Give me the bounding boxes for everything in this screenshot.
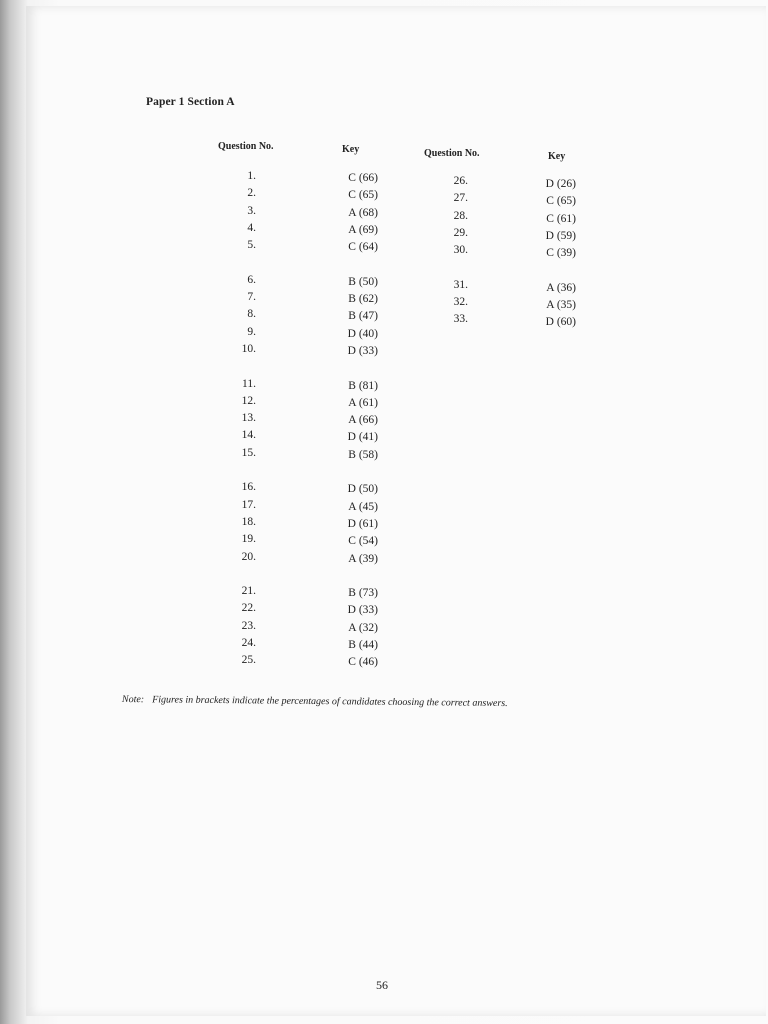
answer-key: A (66): [348, 414, 378, 427]
question-number: 22.: [241, 602, 256, 615]
group-spacer: [318, 256, 378, 273]
answer-key: D (33): [347, 604, 378, 617]
group-spacer: [318, 568, 378, 585]
question-number: 26.: [453, 175, 468, 187]
answer-key: D (60): [545, 316, 576, 329]
answer-key: D (59): [545, 229, 576, 242]
footnote: [122, 694, 508, 709]
answer-key: B (62): [348, 293, 378, 306]
answer-key: C (66): [348, 172, 378, 184]
question-number: 14.: [241, 429, 256, 442]
answer-key: C (39): [546, 247, 576, 260]
answer-key: C (65): [546, 195, 576, 208]
answer-key: B (58): [348, 448, 378, 461]
question-number: 20.: [241, 550, 256, 563]
answer-key: C (65): [348, 189, 378, 202]
question-number: 17.: [241, 498, 256, 511]
question-number: 16.: [241, 481, 256, 494]
question-number-column-right: [438, 173, 468, 329]
answer-key: A (68): [348, 206, 378, 219]
question-number: 24.: [241, 637, 256, 650]
document-page: [26, 6, 766, 1016]
question-number: 13.: [241, 412, 256, 425]
answer-key: B (47): [348, 310, 378, 323]
answer-key: D (61): [347, 517, 378, 530]
answer-key: C (54): [348, 535, 378, 548]
answer-key-column-right: [526, 176, 576, 332]
answer-key: A (39): [348, 552, 378, 565]
answer-key: C (61): [546, 212, 576, 225]
answer-key: A (45): [348, 500, 378, 513]
answer-key: D (26): [545, 178, 576, 190]
group-spacer: [226, 566, 256, 583]
answer-key: A (61): [348, 396, 378, 409]
question-number: 3.: [247, 204, 256, 217]
answer-key: D (40): [347, 327, 378, 340]
key-header-left: Key: [342, 144, 360, 155]
question-number: 18.: [241, 515, 256, 528]
question-number: 2.: [247, 187, 256, 200]
question-number: 11.: [242, 377, 256, 390]
answer-key: D (41): [347, 431, 378, 444]
question-number: 4.: [247, 221, 256, 234]
group-spacer: [226, 462, 256, 479]
page-number: 56: [376, 978, 388, 992]
question-number: 31.: [453, 278, 468, 291]
group-spacer: [318, 360, 378, 377]
group-spacer: [226, 254, 256, 271]
answer-key: D (33): [347, 344, 378, 357]
answer-key: A (69): [348, 223, 378, 236]
answer-key: C (64): [348, 241, 378, 254]
question-number: 27.: [453, 192, 468, 205]
group-spacer: [318, 464, 378, 481]
question-number: 10.: [241, 342, 256, 355]
group-spacer: [226, 358, 256, 375]
answer-key: B (81): [348, 379, 378, 392]
question-number-column-left: [226, 168, 256, 670]
question-number: 7.: [247, 291, 256, 304]
question-number: 32.: [453, 296, 468, 309]
question-number: 8.: [247, 308, 256, 321]
answer-key: A (32): [348, 621, 378, 634]
question-number: 5.: [247, 239, 256, 252]
answer-key: B (44): [348, 639, 378, 652]
question-number: 6.: [247, 273, 256, 286]
answer-key: D (50): [347, 483, 378, 496]
answer-key: A (35): [546, 299, 576, 312]
answer-key: B (50): [348, 275, 378, 288]
question-number: 15.: [241, 446, 256, 459]
group-spacer: [438, 259, 468, 276]
question-number: 28.: [453, 209, 468, 222]
answer-key: C (46): [348, 656, 378, 669]
footnote-label: Note:: [121, 694, 145, 706]
question-number: 19.: [241, 533, 256, 546]
key-header-right: Key: [548, 151, 566, 162]
question-number: 23.: [241, 619, 256, 632]
question-number: 1.: [247, 170, 256, 182]
question-number: 33.: [453, 313, 468, 326]
question-number-header-right: Question No.: [424, 148, 480, 159]
question-number: 29.: [453, 226, 468, 239]
question-number: 21.: [241, 585, 256, 598]
answer-key-column-left: [318, 170, 378, 672]
section-title: Paper 1 Section A: [146, 96, 235, 108]
question-number: 9.: [247, 325, 256, 338]
question-number: 12.: [241, 394, 256, 407]
answer-key: A (36): [546, 281, 576, 294]
answer-key: B (73): [348, 587, 378, 600]
question-number: 25.: [241, 654, 256, 667]
question-number: 30.: [453, 244, 468, 257]
question-number-header-left: Question No.: [218, 141, 274, 152]
footnote-text: Figures in brackets indicate the percentages of candidates choosing the correct answers.: [152, 694, 508, 710]
group-spacer: [526, 262, 576, 279]
